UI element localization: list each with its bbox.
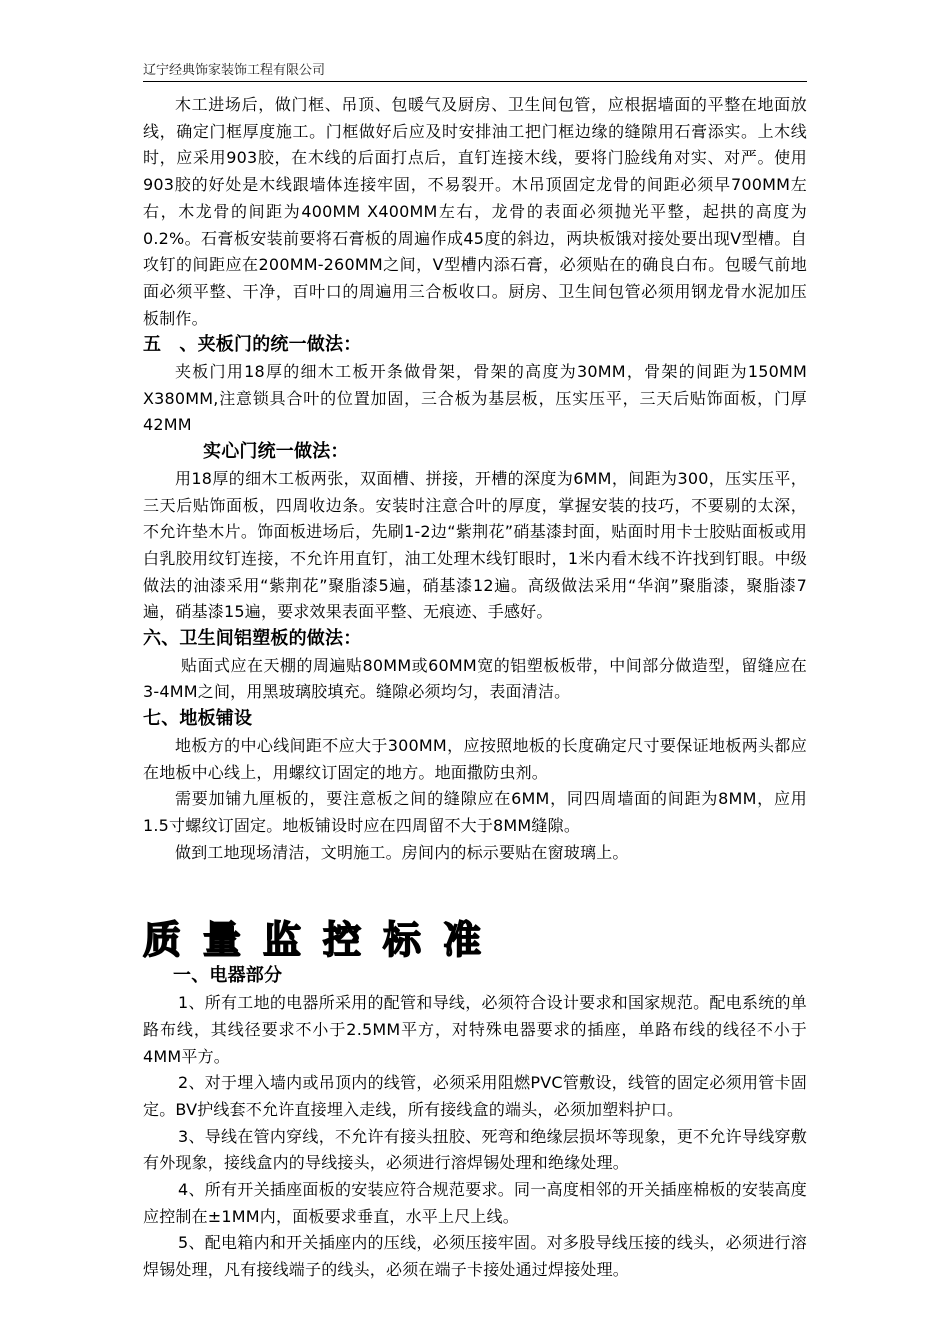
paragraph-electrical-1: 1、所有工地的电器所采用的配管和导线，必须符合设计要求和国家规范。配电系统的单路布线，其线径要求不小于2.5MM平方，对特殊电器要求的插座，单路布线的线径不小于4MM平方。: [143, 993, 807, 1066]
paragraph-electrical-4: 4、所有开关插座面板的安装应符合规范要求。同一高度相邻的开关插座棉板的安装高度应控制在±1MM内，面板要求垂直，水平上尺上线。: [143, 1180, 807, 1226]
paragraph-aluminum-panel: 贴面式应在天棚的周遍贴80MM或60MM宽的铝塑板板带，中间部分做造型，留缝应在3-4MM之间，用黑玻璃胶填充。缝隙必须均匀，表面清洁。: [143, 655, 807, 702]
paragraph-electrical-3: 3、导线在管内穿线，不允许有接头扭胶、死弯和绝缘层损坏等现象，更不允许导线穿敷有外现象，接线盒内的导线接头，必须进行溶焊锡处理和绝缘处理。: [143, 1126, 807, 1173]
section-heading-5: 五 、夹板门的统一做法：: [143, 334, 362, 356]
paragraph-solid-door: 用18厚的细木工板两张，双面槽、拼接，开槽的深度为6MM，间距为300，压实压平，三天后贴饰面板，四周收边条。安装时注意合叶的厚度，掌握安装的技巧，不要剔的太深，不允许垫木片。饰面板进场后，先刷1-2边“紫荆花”硝基漆封面，贴面时用卡士胶贴面板或用白乳胶用纹钉连接，不允许用直钉，油工处理木线钉眼时，1米内看木线不许找到钉眼。中级做法的油漆采用“紫荆花”聚脂漆5遍，硝基漆12遍。高级做法采用“华润”聚脂漆，聚脂漆7遍，硝基漆15遍，要求效果表面平整、无痕迹、手感好。: [143, 468, 807, 622]
paragraph-floor-1: 地板方的中心线间距不应大于300MM，应按照地板的长度确定尺寸要保证地板两头都应在地板中心线上，用螺纹订固定的地方。地面撒防虫剂。: [143, 735, 807, 782]
page-header: 辽宁经典饰家装饰工程有限公司: [143, 62, 807, 82]
paragraph-plywood-door: 夹板门用18厚的细木工板开条做骨架，骨架的高度为30MM，骨架的间距为150MM X380MM,注意锁具合叶的位置加固，三合板为基层板，压实压平，三天后贴饰面板，门厚42MM: [143, 362, 807, 435]
section-heading-electrical: 一、电器部分: [173, 965, 283, 987]
subsection-heading-solid-door: 实心门统一做法：: [203, 441, 349, 463]
paragraph-electrical-5: 5、配电箱内和开关插座内的压线，必须压接牢固。对多股导线压接的线头，必须进行溶焊锡处理，凡有接线端子的线头，必须在端子卡接处通过焊接处理。: [143, 1233, 807, 1280]
document-title: 质量监控标准: [143, 918, 504, 963]
spacer: [143, 866, 807, 911]
section-heading-7: 七、地板铺设: [143, 708, 253, 730]
document-body: [143, 92, 807, 1284]
paragraph-electrical-2: 2、对于埋入墙内或吊顶内的线管，必须采用阻燃PVC管敷设，线管的固定必须用管卡固定。BV护线套不允许直接埋入走线，所有接线盒的端头，必须加塑料护口。: [143, 1073, 807, 1119]
paragraph-floor-3: 做到工地现场清洁，文明施工。房间内的标示要贴在窗玻璃上。: [175, 842, 629, 862]
paragraph-floor-2: 需要加铺九厘板的，要注意板之间的缝隙应在6MM，同四周墙面的间距为8MM，应用1.5寸螺纹订固定。地板铺设时应在四周留不大于8MM缝隙。: [143, 789, 807, 835]
paragraph-carpentry: 木工进场后，做门框、吊顶、包暖气及厨房、卫生间包管，应根据墙面的平整在地面放线，确定门框厚度施工。门框做好后应及时安排油工把门框边缘的缝隙用石膏添实。上木线时，应采用903胶，在木线的后面打点后，直钉连接木线，要将门脸线角对实、对严。使用903胶的好处是木线跟墙体连接牢固，不易裂开。木吊顶固定龙骨的间距必须早700MM左右，木龙骨的间距为400MM X400MM左右，龙骨的表面必须抛光平整，起拱的高度为0.2%。石膏板安装前要将石膏板的周遍作成45度的斜边，两块板饿对接处要出现V型槽。自攻钉的间距应在200MM-260MM之间，V型槽内添石膏，必须贴在的确良白布。包暖气前地面必须平整、干净，百叶口的周遍用三合板收口。厨房、卫生间包管必须用钢龙骨水泥加压板制作。: [143, 95, 807, 328]
section-heading-6: 六、卫生间铝塑板的做法：: [143, 628, 362, 650]
